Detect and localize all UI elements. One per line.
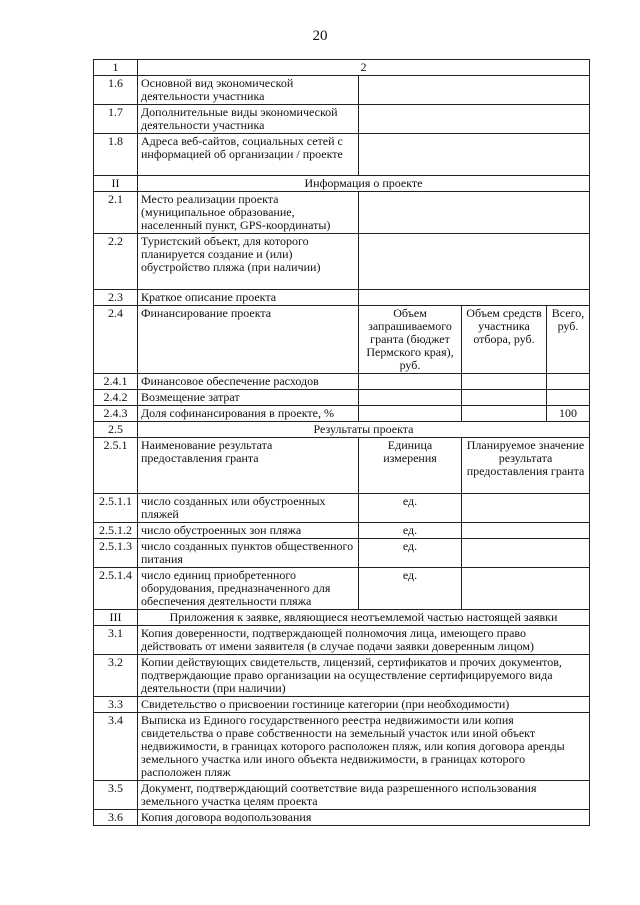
row-label: Дополнительные виды экономической деятельности участника (138, 105, 359, 134)
row-number: 2.4.1 (94, 374, 138, 390)
section-number: 2.5 (94, 422, 138, 438)
section-title: Приложения к заявке, являющиеся неотъемлемой частью настоящей заявки (138, 610, 590, 626)
row-label: число обустроенных зон пляжа (138, 523, 359, 539)
attachment-label: Копия доверенности, подтверждающей полномочия лица, имеющего право действовать от имени заявителя (в случае подачи заявки доверенным лицом) (138, 626, 590, 655)
row-number: 2.3 (94, 290, 138, 306)
attachment-label: Копии действующих свидетельств, лицензий, сертификатов и прочих документов, подтверждающие право организации на осуществление сертифицируемого вида деятельности (при наличии) (138, 655, 590, 697)
own-funds-cell[interactable] (462, 374, 547, 390)
row-label: Возмещение затрат (138, 390, 359, 406)
value-cell[interactable] (359, 76, 590, 105)
page-number: 20 (312, 28, 328, 44)
table-row (94, 494, 590, 523)
row-number: 2.5.1.2 (94, 523, 138, 539)
section-title: Результаты проекта (138, 422, 590, 438)
row-label: Финансовое обеспечение расходов (138, 374, 359, 390)
value-cell[interactable] (359, 134, 590, 176)
own-funds-cell[interactable] (462, 390, 547, 406)
table-row (94, 76, 590, 105)
row-number: 2.1 (94, 192, 138, 234)
grant-amount-cell[interactable] (359, 406, 462, 422)
application-form-table (93, 59, 590, 826)
row-number: 3.3 (94, 697, 138, 713)
table-row (94, 105, 590, 134)
row-label: Место реализации проекта (муниципальное образование, населенный пункт, GPS-координаты) (138, 192, 359, 234)
row-label: число созданных или обустроенных пляжей (138, 494, 359, 523)
row-number: 3.1 (94, 626, 138, 655)
row-number: 2.2 (94, 234, 138, 290)
row-label: Адреса веб-сайтов, социальных сетей с информацией об организации / проекте (138, 134, 359, 176)
value-cell[interactable] (359, 234, 590, 290)
table-row (94, 134, 590, 176)
attachment-label: Свидетельство о присвоении гостинице категории (при необходимости) (138, 697, 590, 713)
attachment-label: Копия договора водопользования (138, 810, 590, 826)
table-row (94, 539, 590, 568)
table-row (94, 406, 590, 422)
row-number: 2.5.1.1 (94, 494, 138, 523)
row-label: Туристский объект, для которого планируется создание и (или) обустройство пляжа (при наличии) (138, 234, 359, 290)
grant-amount-cell[interactable] (359, 390, 462, 406)
row-label: Наименование результата предоставления гранта (138, 438, 359, 494)
row-number: 1.8 (94, 134, 138, 176)
section-number: III (94, 610, 138, 626)
header-row (94, 60, 590, 76)
section-number: II (94, 176, 138, 192)
section-title: Информация о проекте (138, 176, 590, 192)
table-row (94, 192, 590, 234)
table-row (94, 568, 590, 610)
table-row (94, 523, 590, 539)
row-number: 2.4.2 (94, 390, 138, 406)
own-funds-header: Объем средств участника отбора, руб. (462, 306, 547, 374)
planned-value-cell[interactable] (462, 539, 590, 568)
header-col-1: 1 (94, 60, 138, 76)
unit-cell: ед. (359, 539, 462, 568)
planned-value-header: Планируемое значение результата предоставления гранта (462, 438, 590, 494)
unit-cell: ед. (359, 568, 462, 610)
value-cell[interactable] (359, 192, 590, 234)
attachment-row (94, 697, 590, 713)
table-row (94, 374, 590, 390)
row-label: Финансирование проекта (138, 306, 359, 374)
row-number: 3.2 (94, 655, 138, 697)
row-label: число единиц приобретенного оборудования, предназначенного для обеспечения деятельности пляжа (138, 568, 359, 610)
row-number: 2.5.1.3 (94, 539, 138, 568)
subsection-row (94, 422, 590, 438)
financing-header-row (94, 306, 590, 374)
planned-value-cell[interactable] (462, 523, 590, 539)
table-row (94, 390, 590, 406)
row-number: 2.4.3 (94, 406, 138, 422)
grant-amount-cell[interactable] (359, 374, 462, 390)
unit-cell: ед. (359, 523, 462, 539)
grant-amount-header: Объем запрашиваемого гранта (бюджет Пермского края), руб. (359, 306, 462, 374)
total-cell[interactable] (547, 374, 590, 390)
attachment-row (94, 655, 590, 697)
own-funds-cell[interactable] (462, 406, 547, 422)
row-label: Доля софинансирования в проекте, % (138, 406, 359, 422)
row-number: 1.6 (94, 76, 138, 105)
total-cell[interactable] (547, 390, 590, 406)
planned-value-cell[interactable] (462, 494, 590, 523)
results-header-row (94, 438, 590, 494)
unit-header: Единица измерения (359, 438, 462, 494)
section-row (94, 176, 590, 192)
value-cell[interactable] (359, 105, 590, 134)
total-header: Всего, руб. (547, 306, 590, 374)
row-number: 1.7 (94, 105, 138, 134)
attachment-label: Документ, подтверждающий соответствие вида разрешенного использования земельного участка целям проекта (138, 781, 590, 810)
header-col-2: 2 (138, 60, 590, 76)
planned-value-cell[interactable] (462, 568, 590, 610)
attachment-row (94, 810, 590, 826)
row-label: Краткое описание проекта (138, 290, 359, 306)
row-number: 3.5 (94, 781, 138, 810)
row-label: число созданных пунктов общественного питания (138, 539, 359, 568)
table-row (94, 290, 590, 306)
row-number: 3.4 (94, 713, 138, 781)
attachment-row (94, 781, 590, 810)
total-cell: 100 (547, 406, 590, 422)
section-row (94, 610, 590, 626)
unit-cell: ед. (359, 494, 462, 523)
row-label: Основной вид экономической деятельности участника (138, 76, 359, 105)
row-number: 2.5.1.4 (94, 568, 138, 610)
attachment-row (94, 713, 590, 781)
value-cell[interactable] (359, 290, 590, 306)
table-row (94, 234, 590, 290)
row-number: 3.6 (94, 810, 138, 826)
attachment-label: Выписка из Единого государственного реестра недвижимости или копия свидетельства о праве собственности на земельный участок или иной объект недвижимости, в границах которого расположен пляж, или копия договора аренды земельного участка или иного объекта недвижимости, в границах которого расположен пляж (138, 713, 590, 781)
row-number: 2.4 (94, 306, 138, 374)
row-number: 2.5.1 (94, 438, 138, 494)
attachment-row (94, 626, 590, 655)
